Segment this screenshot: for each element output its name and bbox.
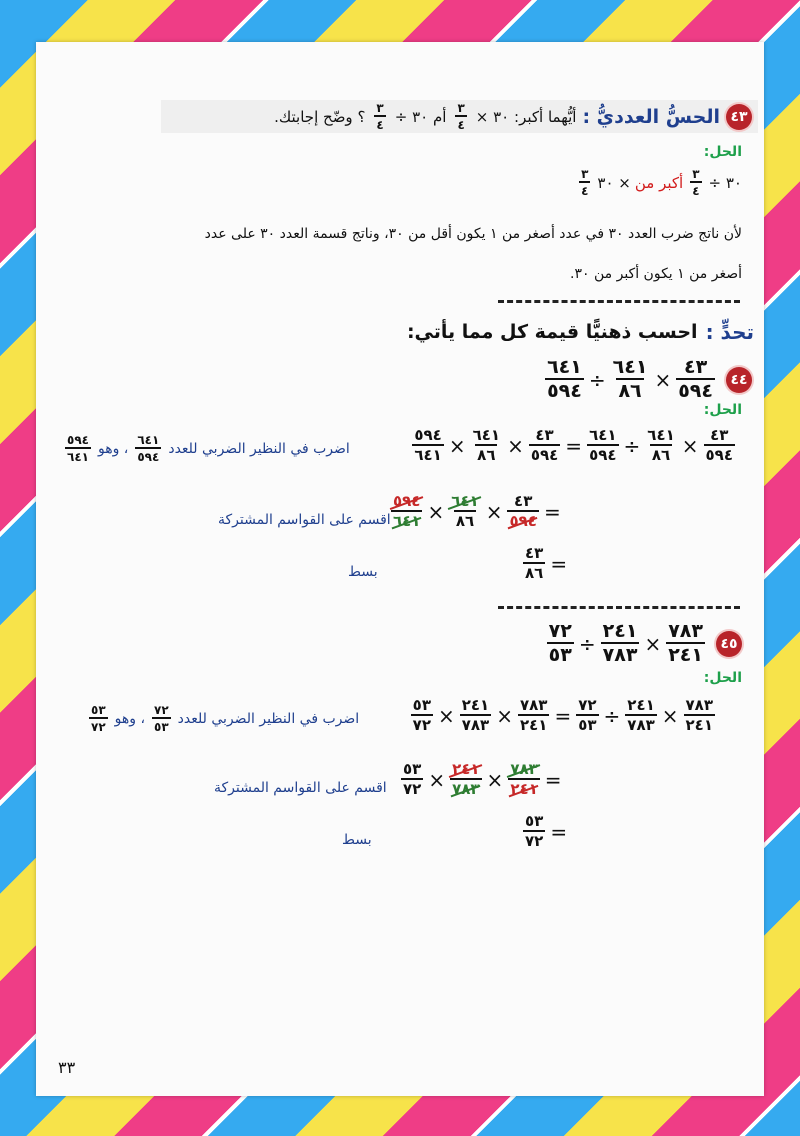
frac-num: ٣ bbox=[376, 101, 384, 115]
frac-den: ٧٢ bbox=[403, 780, 422, 798]
divider bbox=[498, 606, 740, 609]
frac-num: ٤٣ bbox=[684, 356, 708, 378]
q43-explain-1: لأن ناتج ضرب العدد ٣٠ في عدد أصغر من ١ يكون أقل من ٣٠، وناتج قسمة العدد ٣٠ على عدد bbox=[204, 226, 742, 242]
q43-solution-label: الحل: bbox=[703, 144, 742, 160]
frac-den: ٥٩٤ bbox=[589, 446, 617, 464]
frac-num: ٦٤١ bbox=[547, 356, 582, 378]
frac-den: ٦٤١ bbox=[65, 447, 91, 463]
frac-num: ٦٤١ bbox=[472, 426, 501, 444]
q43-answer bbox=[576, 168, 742, 197]
q44-solution-label: الحل: bbox=[703, 402, 742, 418]
frac-den: ٨٦ bbox=[455, 512, 475, 530]
frac-num: ٣ bbox=[457, 101, 465, 115]
q43-question-b: أم ٣٠ ÷ bbox=[394, 107, 447, 126]
q43-question bbox=[161, 100, 758, 133]
frac-num: ٧٢ bbox=[154, 703, 169, 717]
frac-den: ٥٩٤ bbox=[705, 446, 733, 464]
note-multiply: اضرب في النظير الضربي للعدد bbox=[177, 710, 360, 727]
q44-step2: $\frac{٥٩٤}{٦٤١}$ × $\frac{٦٤١}{٨٦}$ × $\frac{٤٣}{٥٩٤}$ = bbox=[393, 492, 561, 530]
frac-num: ٤٣ bbox=[710, 426, 729, 444]
frac-num: ٥٣ bbox=[403, 760, 422, 778]
frac-den: ٢٤١ bbox=[510, 780, 538, 798]
note-and: ، وهو bbox=[97, 440, 129, 457]
frac-den: ٧٨٣ bbox=[461, 716, 490, 734]
q45-problem: $\frac{٧٢}{٥٣}$ ÷ $\frac{٢٤١}{٧٨٣}$ × $\frac{٧٨٣}{٢٤١}$ ٤٥ bbox=[544, 622, 742, 665]
frac-den: ٧٢ bbox=[525, 832, 544, 850]
q44-step3: $\frac{٤٣}{٨٦}$ = bbox=[525, 544, 568, 582]
answer-pre: ٣٠ ÷ bbox=[708, 173, 742, 192]
frac-den: ٥٣ bbox=[548, 644, 572, 666]
frac-num: ٢٤١ bbox=[627, 696, 655, 714]
q43-question-a: أيُّهما أكبر: ٣٠ × bbox=[475, 107, 577, 126]
q44-problem: $\frac{٦٤١}{٥٩٤}$ ÷ $\frac{٦٤١}{٨٦}$ × $\frac{٤٣}{٥٩٤}$ ٤٤ bbox=[542, 358, 752, 401]
frac-num: ٤٣ bbox=[525, 544, 544, 562]
frac-den: ٢٤١ bbox=[519, 716, 548, 734]
frac-num: ٦٤١ bbox=[451, 492, 479, 510]
q45-note-divide: اقسم على القواسم المشتركة bbox=[214, 780, 387, 796]
frac-num: ٤٣ bbox=[514, 492, 533, 510]
frac-den: ٨٦ bbox=[618, 380, 642, 402]
q44-note-divide: اقسم على القواسم المشتركة bbox=[218, 512, 391, 528]
frac-den: ٧٢ bbox=[89, 717, 108, 733]
frac-den: ٢٤١ bbox=[685, 716, 713, 734]
q45-solution-label: الحل: bbox=[703, 670, 742, 686]
page-number: ٣٣ bbox=[58, 1058, 76, 1077]
frac-den: ٤ bbox=[690, 181, 701, 197]
frac-num: ٦٤١ bbox=[612, 356, 648, 378]
frac-den: ٥٣ bbox=[152, 717, 171, 733]
frac-num: ٢٤١ bbox=[452, 760, 480, 778]
frac-num: ٦٤١ bbox=[589, 426, 617, 444]
q45-step1: $\frac{٥٣}{٧٢}$ × $\frac{٢٤١}{٧٨٣}$ × $\frac{٧٨٣}{٢٤١}$ = $\frac{٧٢}{٥٣}$ ÷ $\frac{٢٤١}{٧٨٣}$ × $\frac{٧٨٣}{٢٤١}$ bbox=[412, 696, 713, 734]
q44-step1: $\frac{٥٩٤}{٦٤١}$ × $\frac{٦٤١}{٨٦}$ × $\frac{٤٣}{٥٩٤}$ = $\frac{٦٤١}{٥٩٤}$ ÷ $\frac{٦٤١}{٨٦}$ × $\frac{٤٣}{٥٩٤}$ bbox=[414, 426, 733, 464]
frac-num: ٥٣ bbox=[91, 703, 106, 717]
q44-note-simplify: بسط bbox=[348, 564, 378, 580]
frac-num: ٢٤١ bbox=[602, 620, 638, 642]
answer-mid: أكبر من bbox=[634, 173, 684, 192]
answer-post: × ٣٠ bbox=[597, 173, 631, 192]
frac-den: ٢٤١ bbox=[668, 644, 703, 666]
frac-den: ٥٩٤ bbox=[530, 446, 559, 464]
q45-step2: $\frac{٥٣}{٧٢}$ × $\frac{٢٤١}{٧٨٣}$ × $\frac{٧٨٣}{٢٤١}$ = bbox=[403, 760, 562, 798]
frac-num: ٧٢ bbox=[578, 696, 597, 714]
frac-den: ٤ bbox=[579, 181, 590, 197]
frac-den: ٨٦ bbox=[477, 446, 496, 464]
frac-den: ٤ bbox=[455, 115, 466, 131]
frac-num: ٦٤١ bbox=[647, 426, 675, 444]
frac-num: ٣ bbox=[692, 167, 700, 181]
frac-den: ٧٨٣ bbox=[627, 716, 655, 734]
q43-badge: ٤٣ bbox=[726, 104, 752, 130]
frac-den: ٥٩٤ bbox=[547, 380, 582, 402]
frac-num: ٣ bbox=[581, 167, 589, 181]
page-sheet bbox=[36, 42, 764, 1096]
q43-question-c: ؟ وضّح إجابتك. bbox=[274, 107, 366, 126]
frac-num: ٧٨٣ bbox=[685, 696, 713, 714]
frac-den: ٧٨٣ bbox=[452, 780, 480, 798]
frac-num: ٧٨٣ bbox=[668, 620, 703, 642]
frac-num: ٧٨٣ bbox=[510, 760, 538, 778]
frac-num: ٥٩٤ bbox=[393, 492, 421, 510]
frac-den: ٥٩٤ bbox=[135, 447, 161, 463]
frac-num: ٥٩٤ bbox=[67, 433, 89, 447]
frac-den: ٨٦ bbox=[651, 446, 671, 464]
frac-den: ٨٦ bbox=[525, 564, 544, 582]
frac-den: ٦٤١ bbox=[393, 512, 421, 530]
frac-den: ٦٤١ bbox=[414, 446, 442, 464]
frac-den: ٥٣ bbox=[578, 716, 597, 734]
challenge-header bbox=[407, 320, 754, 344]
frac-num: ٥٣ bbox=[525, 812, 544, 830]
q45-note1 bbox=[86, 704, 359, 733]
frac-den: ٥٩٤ bbox=[678, 380, 713, 402]
note-multiply: اضرب في النظير الضربي للعدد bbox=[168, 440, 350, 457]
q45-step3: $\frac{٥٣}{٧٢}$ = bbox=[525, 812, 568, 850]
frac-num: ٥٩٤ bbox=[414, 426, 442, 444]
frac-den: ٤ bbox=[374, 115, 385, 131]
frac-den: ٧٢ bbox=[412, 716, 431, 734]
frac-num: ٧٨٣ bbox=[519, 696, 548, 714]
q45-badge: ٤٥ bbox=[716, 631, 742, 657]
frac-den: ٥٩٤ bbox=[509, 512, 537, 530]
q44-badge: ٤٤ bbox=[726, 367, 752, 393]
frac-num: ٧٢ bbox=[548, 620, 572, 642]
frac-den: ٧٨٣ bbox=[602, 644, 638, 666]
q43-title: الحسُّ العدديُّ : bbox=[582, 105, 720, 128]
challenge-title: تحدٍّ : bbox=[705, 320, 754, 344]
challenge-text: احسب ذهنيًّا قيمة كل مما يأتي: bbox=[406, 321, 698, 343]
q44-note1 bbox=[62, 434, 350, 463]
frac-num: ٤٣ bbox=[535, 426, 554, 444]
q45-note-simplify: بسط bbox=[342, 832, 372, 848]
note-and: ، وهو bbox=[114, 710, 146, 727]
frac-num: ٢٤١ bbox=[461, 696, 490, 714]
frac-num: ٦٤١ bbox=[137, 433, 160, 447]
divider bbox=[498, 300, 740, 303]
q43-explain-2: أصغر من ١ يكون أكبر من ٣٠. bbox=[570, 266, 742, 282]
frac-num: ٥٣ bbox=[412, 696, 431, 714]
